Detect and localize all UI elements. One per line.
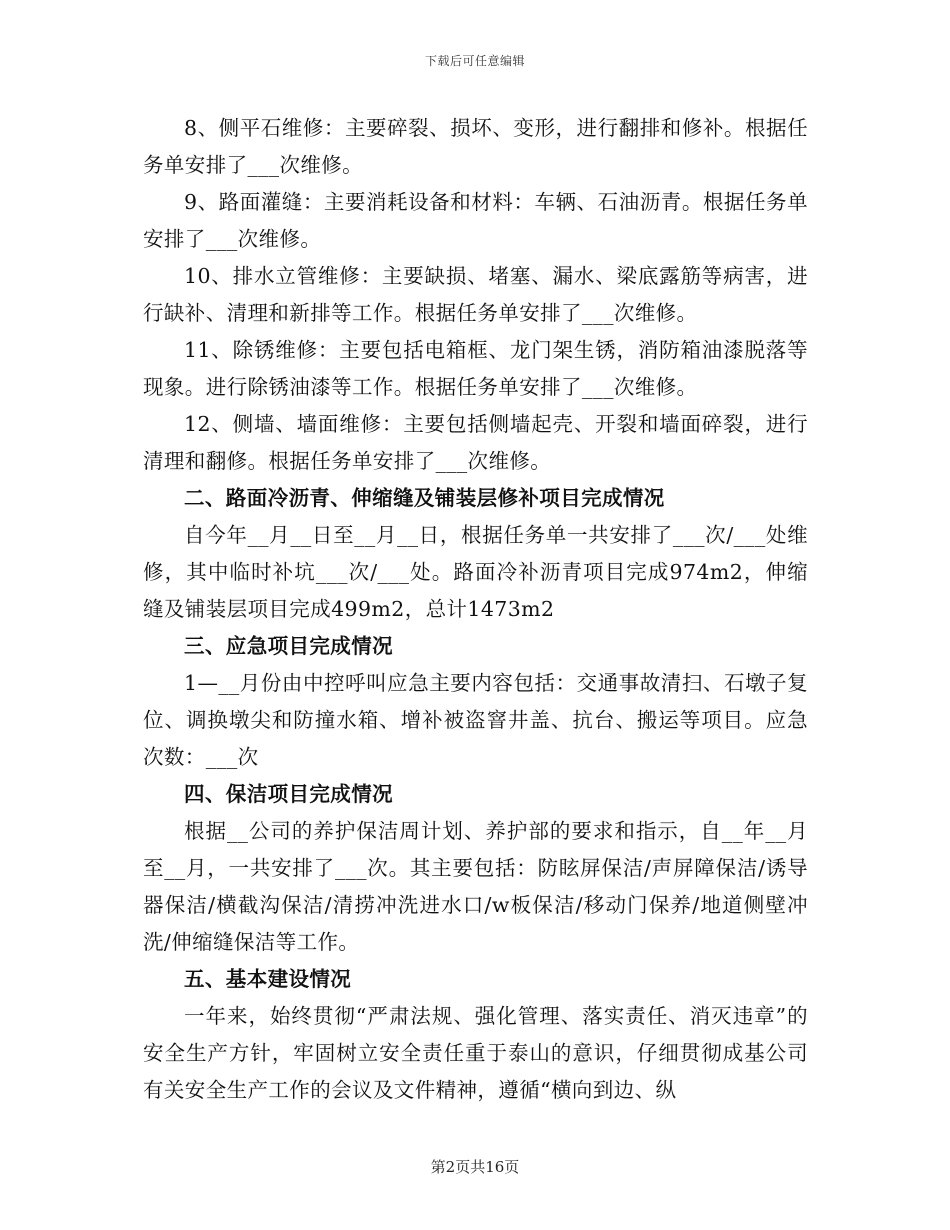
section-heading-2: 二、路面冷沥青、伸缩缝及铺装层修补项目完成情况 [184, 486, 665, 510]
section-heading-5: 五、基本建设情况 [184, 967, 352, 991]
section-heading-3: 三、应急项目完成情况 [184, 634, 393, 658]
paragraph-item-12: 12、侧墙、墙面维修：主要包括侧墙起壳、开裂和墙面碎裂，进行清理和翻修。根据任务单安排了___次维修。 [143, 412, 808, 473]
paragraph-item-10: 10、排水立管维修：主要缺损、堵塞、漏水、梁底露筋等病害，进行缺补、清理和新排等工作。根据任务单安排了___次维修。 [143, 264, 808, 325]
section-body-3: 1—__月份由中控呼叫应急主要内容包括：交通事故清扫、石墩子复位、调换墩尖和防撞水箱、增补被盗窨井盖、抗台、搬运等项目。应急次数：___次 [143, 671, 808, 769]
section-body-2: 自今年__月__日至__月__日，根据任务单一共安排了___次/___处维修，其中临时补坑___次/___处。路面冷补沥青项目完成974m2，伸缩缝及铺装层项目完成499m2，总计1473m2 [143, 523, 808, 621]
section-heading-4: 四、保洁项目完成情况 [184, 782, 393, 806]
section-body-5: 一年来，始终贯彻“严肃法规、强化管理、落实责任、消灭违章”的安全生产方针，牢固树立安全责任重于泰山的意识，仔细贯彻成基公司有关安全生产工作的会议及文件精神，遵循“横向到边、纵 [143, 1004, 808, 1102]
paragraph-item-9: 9、路面灌缝：主要消耗设备和材料：车辆、石油沥青。根据任务单安排了___次维修。 [143, 190, 808, 251]
section-body-4: 根据__公司的养护保洁周计划、养护部的要求和指示，自__年__月至__月，一共安排了___次。其主要包括：防眩屏保洁/声屏障保洁/诱导器保洁/横截沟保洁/清捞冲洗进水口/w板保洁/移动门保养/地道侧壁冲洗/伸缩缝保洁等工作。 [143, 819, 808, 954]
document-body [143, 110, 808, 1109]
page-footer: 第2页共16页 [430, 1158, 520, 1176]
paragraph-item-11: 11、除锈维修：主要包括电箱框、龙门架生锈，消防箱油漆脱落等现象。进行除锈油漆等工作。根据任务单安排了___次维修。 [143, 338, 808, 399]
page-header: 下载后可任意编辑 [424, 54, 525, 68]
paragraph-item-8: 8、侧平石维修：主要碎裂、损坏、变形，进行翻排和修补。根据任务单安排了___次维修。 [143, 116, 808, 177]
